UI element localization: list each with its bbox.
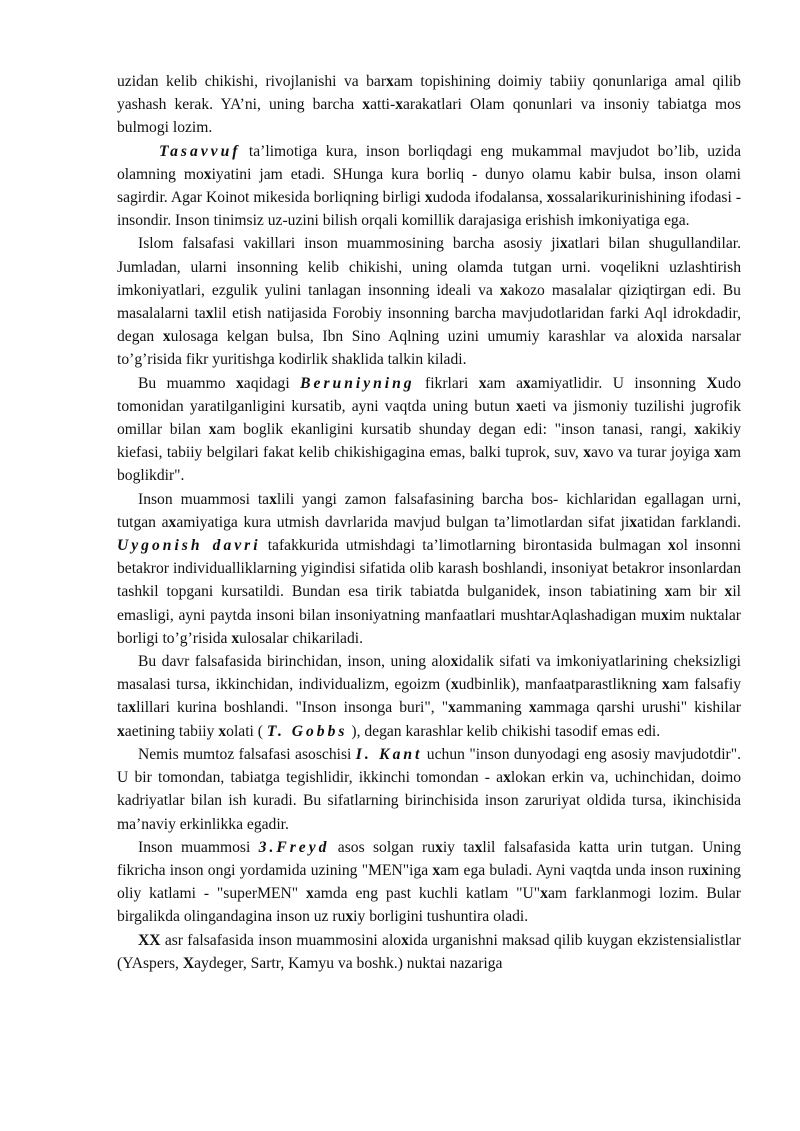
text-run: avo va turar joyiga	[591, 444, 715, 462]
text-run: arakatlari Olam qonunlari va insoniy tabiatga mos bulmogi lozim.	[117, 96, 741, 137]
paragraph	[117, 372, 741, 488]
paragraph	[117, 743, 741, 836]
text-run: ida narsalar to’g’risida fikr yuritishga kodirlik shaklida talkin kiladi.	[117, 328, 741, 369]
paragraph	[117, 70, 741, 140]
document-body	[117, 70, 741, 975]
text-run: tafakkurida utmishdagi ta’limotlarning birontasida bulmagan	[260, 537, 669, 555]
text-run: Bu muammo	[138, 374, 236, 392]
text-run: ining oliy katlami - "superMEN"	[117, 861, 741, 903]
bold-letter: x	[205, 305, 214, 323]
bold-letter: x	[583, 444, 591, 462]
text-run: am a	[486, 374, 523, 392]
text-run: am bir	[672, 583, 725, 601]
paragraph	[117, 488, 741, 650]
bold-letter: x	[629, 513, 638, 531]
bold-letter: x	[386, 73, 394, 90]
text-run: Islom falsafasi vakillari inson muammosining barcha asosiy ji	[138, 235, 560, 253]
text-run: idalik sifati va imkoniyatlarining cheksizligi masalasi tursa, ikkinchidan, individualizm, egoizm (	[117, 653, 741, 694]
text-run: amiyatlidir. U insonning	[530, 374, 707, 392]
text-run: am boglikdir".	[117, 444, 741, 485]
bold-letter: x	[450, 676, 459, 694]
text-run: am falsafiy ta	[117, 676, 741, 717]
text-run: lili yangi zamon falsafasining barcha bos- kichlaridan egallagan urni, tutgan a	[117, 490, 741, 531]
text-run: atidan farklandi.	[637, 513, 741, 531]
text-run: aqidagi	[243, 374, 301, 392]
bold-letter: x	[714, 444, 722, 462]
bold-letter: x	[559, 235, 568, 253]
text-run: im nuktalar borligi to’g’risida	[117, 606, 741, 647]
bold-letter: x	[546, 189, 555, 207]
bold-letter: x	[218, 722, 227, 740]
bold-letter: x	[235, 374, 244, 392]
paragraph	[117, 232, 741, 371]
text-run: am topishining doimiy tabiiy qonunlariga amal qilib yashash kerak. YA’ni, uning barcha	[117, 73, 741, 114]
bold-letter: x	[448, 699, 456, 717]
emphasized-name: I. Kant	[355, 745, 423, 763]
text-run: uchun "inson dunyodagi eng asosiy mavjudotdir". U bir tomondan, tabiatga tegishlidir, ikkinchi tomondan - a	[117, 745, 741, 787]
bold-letter: x	[306, 885, 314, 903]
bold-letter: x	[694, 421, 703, 439]
text-run: am boglik ekanligini kursatib shunday degan edi: "inson tanasi, rangi,	[216, 421, 695, 439]
text-run: udo tomonidan yaratilganligini kursatib, ayni vaqtda uning butun	[117, 374, 742, 415]
emphasized-name: Beruniyning	[300, 374, 415, 392]
text-run: iy ta	[442, 838, 475, 856]
paragraph	[117, 140, 741, 233]
text-run: ta’limotiga kura, inson borliqdagi eng mukammal mavjudot bo’lib, uzida olamning mo	[117, 142, 741, 183]
text-run: lil falsafasida katta urin tutgan. Uning fikricha inson ongi yordamida uzining "MEN"iga	[117, 838, 741, 879]
emphasized-name: Tasavvuf	[159, 142, 241, 160]
text-run: lillari kurina boshlandi. "Inson insonga buri", "	[136, 699, 449, 717]
text-run: udoda ifodalansa,	[432, 189, 547, 207]
bold-letter: x	[668, 537, 676, 555]
text-run: asr falsafasida inson muammosini alo	[160, 931, 402, 949]
bold-letter: x	[701, 861, 709, 879]
bold-letter: x	[117, 722, 125, 740]
text-run: amiyatiga kura utmish davrlarida mavjud bulgan ta’limotlardan sifat ji	[176, 513, 630, 531]
bold-letter: x	[528, 699, 537, 717]
bold-letter: x	[424, 189, 433, 207]
text-run: il emasligi, ayni paytda insoni bilan insoniyatning manfaatlari mushtarAqlashadigan mu	[117, 583, 741, 624]
text-run: Inson muammosi ta	[138, 490, 270, 508]
text-run: lil etish natijasida Forobiy insonning barcha mavjudotlaridan farki Aql idrokdadir, degan	[117, 305, 741, 346]
bold-letter: x	[269, 490, 277, 508]
paragraph	[117, 929, 741, 975]
text-run: ammaga qarshi urushi" kishilar	[536, 699, 741, 717]
text-run: akozo masalalar qiziqtirgan edi. Bu masalalarni ta	[117, 281, 741, 323]
text-run: ol insonni betakror individualliklarning yigindisi sifatida olib karash boshlandi, insoniyat betakror insonlardan tashkil topgani kursatildi. Bundan esa tirik tabiatda bulganidek, inson tabiatining	[117, 537, 741, 601]
text-run: atti-	[370, 96, 396, 114]
bold-letter: XX	[138, 931, 161, 949]
text-run: aydeger, Sartr, Kamyu va boshk.) nuktai nazariga	[194, 954, 503, 972]
bold-letter: x	[208, 421, 217, 439]
bold-letter: x	[231, 629, 240, 647]
bold-letter: x	[395, 96, 403, 114]
text-run: Nemis mumtoz falsafasi asoschisi	[138, 745, 356, 763]
text-run: aetining tabiiy	[124, 722, 219, 740]
bold-letter: x	[203, 165, 212, 183]
text-run: ulosaga kelgan bulsa, Ibn Sino Aqlning uzini umumiy karashlar va alo	[170, 328, 657, 346]
text-run: am ega buladi. Ayni vaqtda unda inson ru	[440, 861, 702, 879]
paragraph	[117, 650, 741, 743]
bold-letter: x	[362, 96, 371, 114]
bold-letter: x	[432, 861, 441, 879]
emphasized-name: Uygonish davri	[117, 537, 261, 555]
bold-letter: X	[182, 954, 195, 972]
text-run: amda eng past kuchli katlam "U"	[313, 885, 541, 903]
text-run: ammaning	[455, 699, 529, 717]
bold-letter: x	[656, 328, 665, 346]
text-run: am farklanmogi lozim. Bular birgalikda olingandagina inson uz ru	[117, 885, 741, 926]
bold-letter: x	[450, 653, 459, 671]
bold-letter: x	[128, 699, 137, 717]
text-run: lokan erkin va, uchinchidan, doimo kadriyatlar bilan ish kuradi. Bu sifatlarning birinchisida inson zaruriyat oldida tursa, ikinchisida ma’naviy erkinlikka egadir.	[117, 769, 741, 833]
text-run: udbinlik), manfaatparastlikning	[458, 676, 663, 694]
text-run: asos solgan ru	[329, 838, 436, 856]
paragraph	[117, 836, 741, 929]
bold-letter: x	[435, 838, 443, 856]
bold-letter: x	[401, 931, 409, 949]
bold-letter: x	[499, 281, 508, 299]
text-run: uzidan kelib chikishi, rivojlanishi va bar	[117, 73, 387, 90]
text-run: ossalarikurinishining ifodasi - insondir. Inson tinimsiz uz-uzini bilish orqali komillik darajasiga erishish imkoniyatiga ega.	[117, 189, 742, 230]
bold-letter: x	[523, 374, 531, 392]
text-run: Bu davr falsafasida birinchidan, inson, uning alo	[138, 653, 451, 671]
bold-letter: x	[162, 328, 171, 346]
emphasized-name: 3.Freyd	[258, 838, 330, 856]
text-run: atlari bilan shugullandilar. Jumladan, ularni insonning kelib chikishi, uning olamda tutgan urni. voqelikni uzlashtirish imkoniyatlari, ezgulik yulini tanlagan insonning ideali va	[117, 235, 741, 299]
text-run: olati (	[226, 722, 267, 740]
bold-letter: x	[168, 513, 177, 531]
bold-letter: x	[664, 583, 673, 601]
bold-letter: x	[474, 838, 483, 856]
bold-letter: x	[345, 908, 354, 926]
text-run: iy borligini tushuntira oladi.	[353, 908, 529, 926]
text-run: Inson muammosi	[138, 838, 259, 856]
text-run: aeti va jismoniy tuzilishi jugrofik omillar bilan	[117, 397, 741, 439]
bold-letter: x	[516, 397, 524, 415]
text-run: ), degan karashlar kelib chikishi tasodif emas edi.	[347, 722, 661, 740]
emphasized-name: T. Gobbs	[266, 722, 348, 740]
text-run: iyatini jam etadi. SHunga kura borliq - dunyo olamu kabir bulsa, inson olami sagirdir. Agar Koinot mikesida borliqning birligi	[117, 165, 741, 207]
bold-letter: x	[540, 885, 548, 903]
text-run: fikrlari	[414, 374, 479, 392]
bold-letter: x	[478, 374, 487, 392]
text-run: ulosalar chikariladi.	[239, 629, 363, 647]
bold-letter: x	[503, 769, 511, 787]
text-run: akikiy kiefasi, tabiiy belgilari fakat kelib chikishigagina emas, balki tuprok, suv,	[117, 421, 742, 462]
bold-letter: x	[724, 583, 733, 601]
bold-letter: X	[706, 374, 718, 392]
bold-letter: x	[662, 676, 670, 694]
text-run: ida urganishni maksad qilib kuygan ekzistensialistlar (YAspers,	[117, 931, 742, 972]
bold-letter: x	[660, 606, 669, 624]
